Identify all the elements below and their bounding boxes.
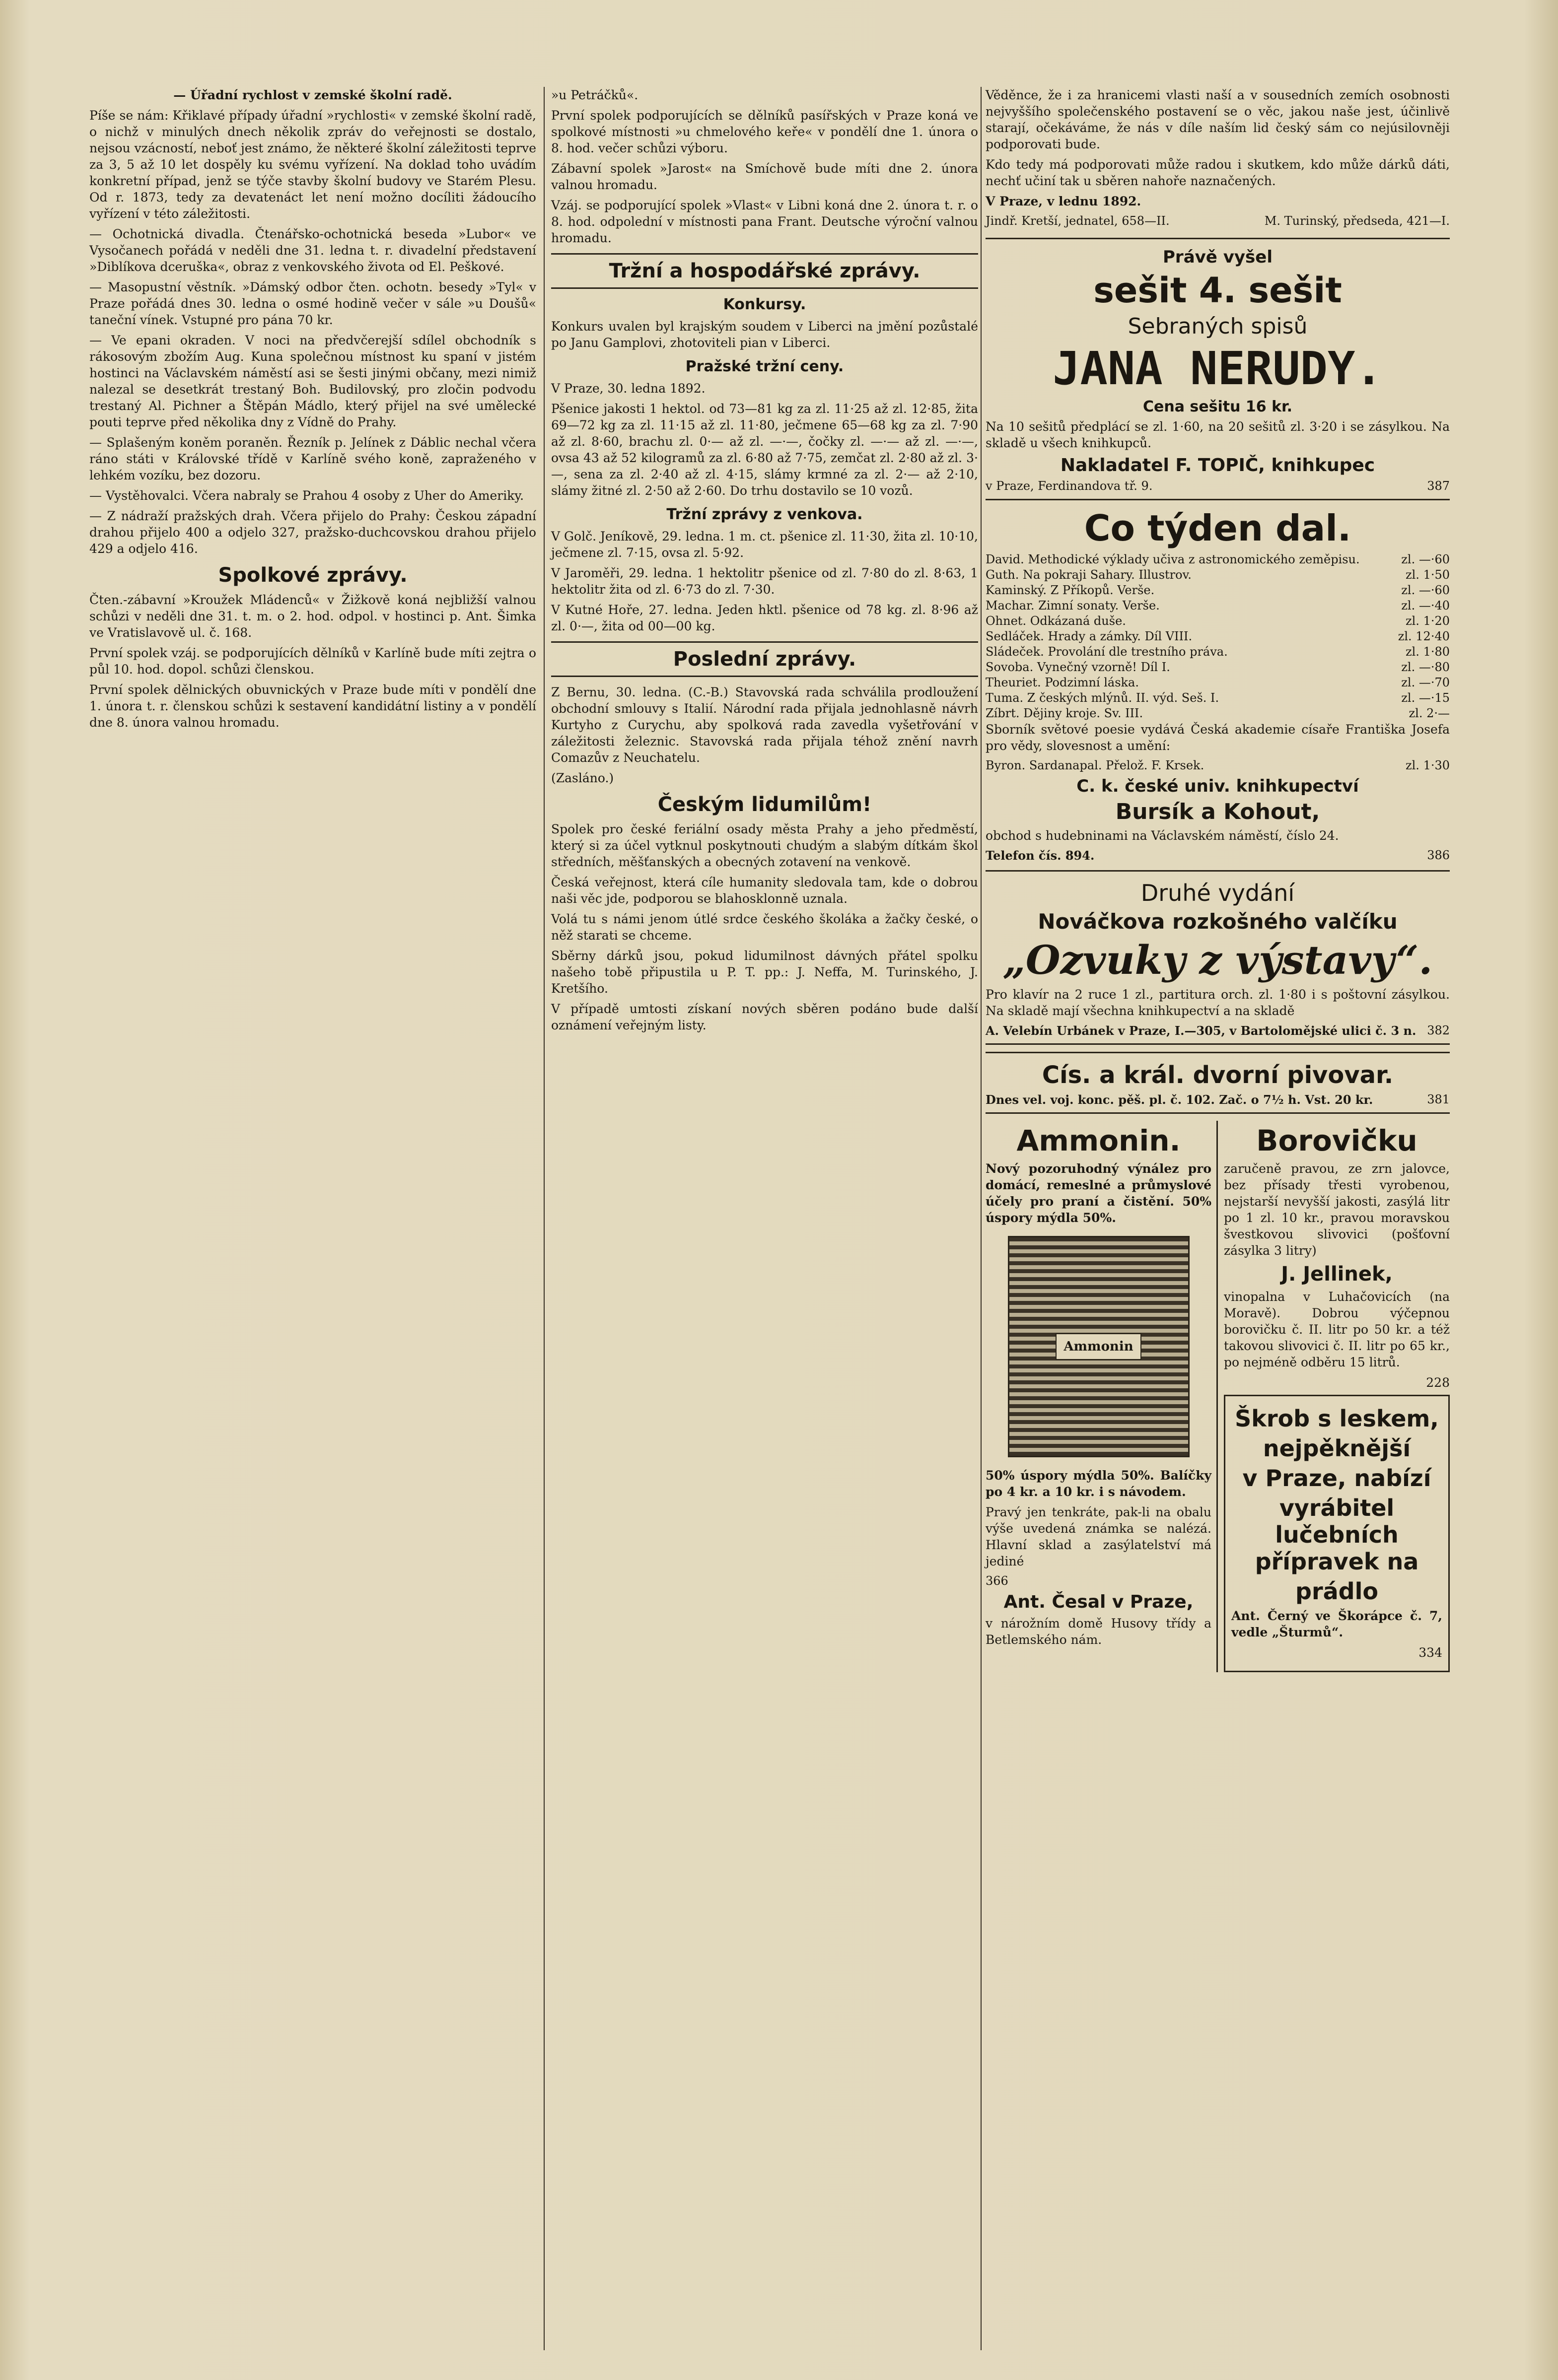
article-paragraph: Volá tu s námi jenom útlé srdce českého školáka a žačky české, o něž starati se chceme. xyxy=(551,912,978,943)
ad-book-list-publisher-name: Bursík a Kohout, xyxy=(1115,799,1320,824)
ad-ammonin-title: Ammonin. xyxy=(1016,1124,1181,1157)
article-paragraph: — Ochotnická divadla. Čtenářsko-ochotnická beseda »Lubor« ve Vysočanech pořádá v neděli dne 31. ledna t. r. divadelní představení »Diblíkova dceruška«, obraz z venkovského života od El. Peškové. xyxy=(89,227,536,274)
ad-number: 366 xyxy=(986,1574,1008,1588)
zaslano-label: (Zasláno.) xyxy=(551,771,614,785)
ad-neruda-name: JANA NERUDY. xyxy=(1053,342,1383,395)
article-paragraph: V Jaroměři, 29. ledna. 1 hektolitr pšenice od zl. 7·80 do zl. 8·63, 1 hektolitr žita od zl. 6·73 do zl. 7·30. xyxy=(551,566,978,597)
ad-waltz-footer xyxy=(986,1023,1450,1038)
book-title: Machar. Zimní sonaty. Verše. xyxy=(986,599,1160,612)
article-paragraph: Spolek pro české feriální osady města Prahy a jeho předměstí, který si za účel vytknul poskytnouti chudým a slabým dítkám škol středních, měšťanských a obecných zotavení na venkově. xyxy=(551,822,978,869)
ad-neruda-publisher: Nakladatel F. TOPIČ, knihkupec xyxy=(1060,455,1375,476)
article-paragraph: Zábavní spolek »Jarost« na Smíchově bude míti dne 2. února valnou hromadu. xyxy=(551,161,978,192)
ad-waltz-title: „Ozvuky z výstavy“. xyxy=(1002,937,1433,983)
book-title: Ohnet. Odkázaná duše. xyxy=(986,614,1126,628)
ad-borovicka-title: Borovičku xyxy=(1256,1124,1417,1157)
ad-number: 387 xyxy=(1427,479,1450,493)
ad-waltz-top: Druhé vydání xyxy=(1140,880,1295,906)
ad-neruda-price: Cena sešitu 16 kr. xyxy=(1143,398,1292,415)
article-paragraph: V Kutné Hoře, 27. ledna. Jeden hktl. pšenice od 78 kg. zl. 8·96 až zl. 0·—, žita od 00—00 kg. xyxy=(551,603,978,633)
book-list-row xyxy=(986,598,1450,613)
column-rule xyxy=(981,87,982,2350)
article-paragraph: — Splašeným koněm poraněn. Řezník p. Jelínek z Dáblic nechal včera ráno státi v Královské třídě v Karlíně svého koně, zapraženého v lehkém vozíku, bez dozoru. xyxy=(89,435,536,482)
section-heading: Tržní a hospodářské zprávy. xyxy=(609,260,921,282)
dateline: V Praze, 30. ledna 1892. xyxy=(551,381,706,396)
section-heading: Spolkové zprávy. xyxy=(218,564,408,587)
ad-ammonin-text2: 50% úspory mýdla 50%. Balíčky po 4 kr. a 10 kr. i s návodem. xyxy=(986,1468,1211,1499)
book-price: zl. 2·— xyxy=(1409,706,1450,720)
article-paragraph: Konkurs uvalen byl krajským soudem v Liberci na jmění pozůstalé po Janu Gamplovi, zhotoviteli pian v Liberci. xyxy=(551,319,978,350)
book-price: zl. —·60 xyxy=(1401,583,1450,597)
book-list-row xyxy=(986,690,1450,706)
ad-borovicka-publisher: J. Jellinek, xyxy=(1281,1263,1393,1286)
ad-brewery-title: Cís. a král. dvorní pivovar. xyxy=(1042,1061,1394,1089)
book-price: zl. —·70 xyxy=(1401,676,1450,689)
ad-ammonin-publisher: Ant. Česal v Praze, xyxy=(1003,1592,1194,1612)
ad-twin-row xyxy=(986,1121,1450,1672)
appeal-heading: Českým lidumilům! xyxy=(657,793,872,816)
article-paragraph: — Vystěhovalci. Včera nabraly se Prahou 4 osoby z Uher do Ameriky. xyxy=(89,488,524,503)
article-paragraph: Česká veřejnost, která cíle humanity sledovala tam, kde o dobrou naši věc jde, podporou se blahosklonně uznala. xyxy=(551,875,978,906)
book-title: Theuriet. Podzimní láska. xyxy=(986,676,1139,689)
article-paragraph: — Z nádraží pražských drah. Včera přijelo do Prahy: Českou západní drahou přijelo 400 a odjelo 327, pražsko-duchcovskou drahou přijelo 429 a odjelo 416. xyxy=(89,509,536,556)
article-paragraph: Vzáj. se podporující spolek »Vlast« v Libni koná dne 2. února t. r. o 8. hod. odpolední v místnosti pana Frant. Deutsche výroční valnou hromadu. xyxy=(551,198,978,245)
article-headline: — Úřadní rychlost v zemské školní radě. xyxy=(173,88,452,102)
ad-ammonin-address: v nárožním domě Husovy třídy a Betlemského nám. xyxy=(986,1616,1211,1647)
article-paragraph: Kdo tedy má podporovati může radou i skutkem, kdo může dárků dáti, nechť učiní tak u sběren nahoře naznačených. xyxy=(986,157,1450,188)
ad-number: 334 xyxy=(1418,1645,1442,1660)
ad-number: 386 xyxy=(1427,848,1450,862)
book-title: Zíbrt. Dějiny kroje. Sv. III. xyxy=(986,706,1143,720)
book-price: zl. —·60 xyxy=(1401,552,1450,566)
book-list-row xyxy=(986,675,1450,690)
soap-label: Ammonin xyxy=(1056,1333,1141,1360)
ad-brewery-footer xyxy=(986,1092,1450,1107)
ad-book-list-title: Co týden dal. xyxy=(1084,507,1351,549)
column-rule xyxy=(544,87,545,2350)
column-1 xyxy=(89,87,536,735)
ad-neruda-top: Právě vyšel xyxy=(1163,247,1273,267)
ad-waltz xyxy=(986,870,1450,1045)
ad-waltz-text: Pro klavír na 2 ruce 1 zl., partitura orch. zl. 1·80 i s poštovní zásylkou. Na skladě mají všechna knihkupectví a na skladě xyxy=(986,987,1450,1018)
section-heading: Poslední zprávy. xyxy=(673,648,856,671)
article-paragraph: V Golč. Jeníkově, 29. ledna. 1 m. ct. pšenice zl. 11·30, žita zl. 10·10, ječmene zl. 7·15, ovsa zl. 5·92. xyxy=(551,529,978,560)
book-title: Tuma. Z českých mlýnů. II. výd. Seš. I. xyxy=(986,691,1219,705)
book-list-row xyxy=(986,552,1450,567)
book-list-row xyxy=(986,660,1450,675)
book-list-row xyxy=(986,583,1450,598)
book-list-row xyxy=(986,706,1450,721)
ad-ammonin-text3: Pravý jen tenkráte, pak-li na obalu výše uvedená známka se nalézá. Hlavní sklad a zasýlatelství má jediné xyxy=(986,1505,1211,1568)
ad-book-list-row xyxy=(986,758,1450,773)
ad-book-list xyxy=(986,507,1450,863)
appeal-date: V Praze, v lednu 1892. xyxy=(986,194,1141,208)
subheading: Tržní zprávy z venkova. xyxy=(666,506,863,523)
column-2 xyxy=(551,87,978,1037)
ad-brewery-text: Dnes vel. voj. konc. pěš. pl. č. 102. Zač. o 7½ h. Vst. 20 kr. xyxy=(986,1092,1373,1107)
ad-book-list-line: Sborník světové poesie vydává Česká akademie císaře Františka Josefa pro vědy, slovesnost a umění: xyxy=(986,722,1450,753)
article-paragraph: »u Petráčků«. xyxy=(551,88,638,102)
book-title: Sovoba. Vynečný vzorně! Díl I. xyxy=(986,660,1170,674)
book-price: zl. 1·80 xyxy=(1405,645,1450,659)
article-paragraph: Věděnce, že i za hranicemi vlasti naší a v sousedních zemích osobnosti nejvyššího společenského postavení se o věc, jakou naše jest, účinlivě starají, očekáváme, že nás v díle naším lid český sám co nejúsilovněji podporovati bude. xyxy=(986,88,1450,151)
signature-chairman: M. Turinský, předseda, 421—I. xyxy=(1264,214,1450,228)
ad-ammonin-footer xyxy=(986,1573,1211,1589)
soap-package-icon xyxy=(1008,1236,1190,1457)
ad-starch xyxy=(1224,1395,1450,1672)
signature-secretary: Jindř. Kretší, jednatel, 658—II. xyxy=(986,214,1170,228)
book-list xyxy=(986,552,1450,721)
book-title: Sládeček. Provolání dle trestního práva. xyxy=(986,645,1228,659)
book-price: zl. 12·40 xyxy=(1398,629,1450,643)
book-price: zl. —·15 xyxy=(1401,691,1450,705)
article-paragraph: — Masopustní věstník. »Dámský odbor čten. ochotn. besedy »Tyl« v Praze pořádá dnes 30. ledna o osmé hodině večer v sále »u Doušů« taneční vínek. Vstupné pro pána 70 kr. xyxy=(89,280,536,327)
book-price: zl. —·40 xyxy=(1401,599,1450,612)
book-title: Byron. Sardanapal. Přelož. F. Krsek. xyxy=(986,758,1204,772)
ad-number: 382 xyxy=(1427,1023,1450,1037)
ad-starch-line: vyrábitel lučebních přípravek na xyxy=(1255,1495,1419,1575)
ad-starch-line: v Praze, nabízí xyxy=(1242,1465,1431,1492)
book-list-row xyxy=(986,613,1450,629)
ad-starch-title: Škrob s leskem, xyxy=(1235,1405,1439,1432)
ad-borovicka-text: zaručeně pravou, ze zrn jalovce, bez přísady třesti vyrobenou, nejstarší nevyšší jakosti, zasýlá litr po 1 zl. 10 kr., pravou moravskou švestkovou slivovici (pošťovní zásylka 3 litry) xyxy=(1224,1161,1450,1258)
article-paragraph: Z Bernu, 30. ledna. (C.-B.) Stavovská rada schválila prodloužení obchodní smlouvy s Italií. Národní rada přijala jednohlasně návrh Kurtyho z Curychu, aby spolková rada zavedla vyšetřování v záležitosti železnic. Stavovská rada přijala téhož znění navrh Comazův z Neuchatelu. xyxy=(551,685,978,765)
article-paragraph: Sběrny dárků jsou, pokud lidumilnost dávných přátel spolku našeho tobě připustila u P. T. pp.: J. Neffa, M. Turinského, J. Kretšího. xyxy=(551,949,978,996)
ad-neruda-issue: sešit 4. sešit xyxy=(1093,270,1342,311)
book-title: David. Methodické výklady učiva z astronomického zeměpisu. xyxy=(986,552,1360,566)
article-paragraph: V případě umtosti získaní nových sběren podáno bude další oznámení veřejným listy. xyxy=(551,1002,978,1032)
column-3 xyxy=(986,87,1450,1672)
article-paragraph: První spolek podporujících se dělníků pasířských v Praze koná ve spolkové místnosti »u chmelového keře« v pondělí dne 1. února o 8. hod. večer schůzi výboru. xyxy=(551,108,978,155)
ad-starch-line: nejpěknější xyxy=(1263,1435,1411,1462)
signatures xyxy=(986,213,1450,229)
ad-starch-publisher: Ant. Černý ve Škorápce č. 7, vedle „Šturmů“. xyxy=(1231,1609,1442,1639)
section-box xyxy=(551,641,978,677)
subheading: Konkursy. xyxy=(723,296,806,313)
ad-neruda-address: v Praze, Ferdinandova tř. 9. xyxy=(986,479,1153,493)
book-price: zl. 1·30 xyxy=(1405,758,1450,772)
book-title: Guth. Na pokraji Sahary. Illustrov. xyxy=(986,568,1192,582)
book-price: zl. 1·50 xyxy=(1405,568,1450,582)
book-price: zl. —·80 xyxy=(1401,660,1450,674)
ad-starch-line: prádlo xyxy=(1295,1578,1378,1605)
book-list-row xyxy=(986,629,1450,644)
book-title: Kaminský. Z Příkopů. Verše. xyxy=(986,583,1155,597)
article-paragraph: Píše se nám: Křiklavé případy úřadní »rychlosti« v zemské školní radě, o nichž v minulých dnech několik zpráv do veřejnosti se dostalo, nejsou vzácností, neboť jest známo, že některé školní záležitosti teprve za 3, 5 až 10 let dospěly ku svému vyřízení. Na doklad toho uvádím konkretní případ, jenž se týče stavby školní budovy ve Starém Plesu. Od r. 1873, tedy za devatenáct let není možno docíliti žádoucího vyřízení v této záležitosti. xyxy=(89,108,536,221)
ad-waltz-sub: Nováčkova rozkošného valčíku xyxy=(1038,909,1398,934)
ad-right-stack xyxy=(1216,1121,1450,1672)
ad-waltz-publisher: A. Velebín Urbánek v Praze, I.—305, v Bartolomějské ulici č. 3 n. xyxy=(986,1023,1416,1038)
ad-borovicka-text2: vinopalna v Luhačovicích (na Moravě). Dobrou výčepnou borovičku č. II. litr po 50 kr. a též takovou slivovici č. II. litr po 65 kr., po nejméně odběru 15 litrů. xyxy=(1224,1290,1450,1369)
subheading: Pražské tržní ceny. xyxy=(685,358,844,375)
book-list-row xyxy=(986,567,1450,583)
ad-book-list-publisher: C. k. české univ. knihkupectví xyxy=(1076,776,1359,796)
article-paragraph: První spolek vzáj. se podporujících dělníků v Karlíně bude míti zejtra o půl 10. hod. dopol. schůzi členskou. xyxy=(89,646,536,677)
book-list-row xyxy=(986,644,1450,660)
article-paragraph: Čten.-zábavní »Kroužek Mládenců« v Žižkově koná nejbližší valnou schůzi v neděli dne 31. t. m. o 2. hod. odpol. v hostinci p. Ant. Šimka ve Vratislavově ul. č. 168. xyxy=(89,593,536,640)
ad-neruda xyxy=(986,238,1450,500)
ad-neruda-sub: Sebraných spisů xyxy=(1128,314,1308,339)
ad-number: 228 xyxy=(1426,1375,1450,1390)
ad-borovicka xyxy=(1224,1124,1450,1391)
book-title: Sedláček. Hrady a zámky. Díl VIII. xyxy=(986,629,1193,643)
article-paragraph: První spolek dělnických obuvnických v Praze bude míti v pondělí dne 1. února t. r. členskou schůzi k sestavení kandidátní listiny a v pondělí dne 8. února valnou hromadu. xyxy=(89,682,536,730)
ad-ammonin-text: Nový pozoruhodný výnález pro domácí, remeslné a průmyslové účely pro praní a čistění. 50% úspory mýdla 50%. xyxy=(986,1161,1211,1225)
article-paragraph: Pšenice jakosti 1 hektol. od 73—81 kg za zl. 11·25 až zl. 12·85, žita 69—72 kg za zl. 11·15 až zl. 11·80, ječmene 65—68 kg za zl. 7·90 až zl. 8·60, brachu zl. 0·— až zl. —·—, čočky zl. —·— až zl. —·—, ovsa 43 až 52 kilogramů za zl. 6·80 až 7·75, zemčat zl. 2·80 až zl. 3·—, sena za zl. 2·40 až zl. 4·15, slámy krmné za zl. 2·— až 2·10, slámy žitné zl. 2·50 až 2·60. Do trhu dostavilo se 10 vozů. xyxy=(551,402,978,498)
ad-ammonin xyxy=(986,1121,1211,1672)
ad-brewery xyxy=(986,1052,1450,1114)
article-paragraph: — Ve epani okraden. V noci na předvčerejší sdílel obchodník s rákosovým zbožím Aug. Kuna společnou místnost ku spaní v jistém hostinci na Václavském náměstí asi se šesti jinými občany, mezi nimiž nalezal se desetkrát trestaný Boh. Budilovský, pro zločin podvodu trestaný Al. Pichner a Štěpán Mádlo, který přijel na své umělecké pouti teprve před několika dny z Vídně do Prahy. xyxy=(89,333,536,429)
ad-neruda-footer xyxy=(986,478,1450,494)
ad-neruda-note: Na 10 sešitů předplácí se zl. 1·60, na 20 sešitů zl. 3·20 i se zásylkou. Na skladě u všech knihkupců. xyxy=(986,419,1450,450)
book-price: zl. 1·20 xyxy=(1405,614,1450,628)
ad-book-list-address: obchod s hudebninami na Václavském náměstí, číslo 24. xyxy=(986,828,1339,843)
section-box xyxy=(551,253,978,289)
telephone: Telefon čís. 894. xyxy=(986,848,1095,863)
ad-number: 381 xyxy=(1427,1092,1450,1106)
ad-book-list-footer xyxy=(986,848,1450,863)
